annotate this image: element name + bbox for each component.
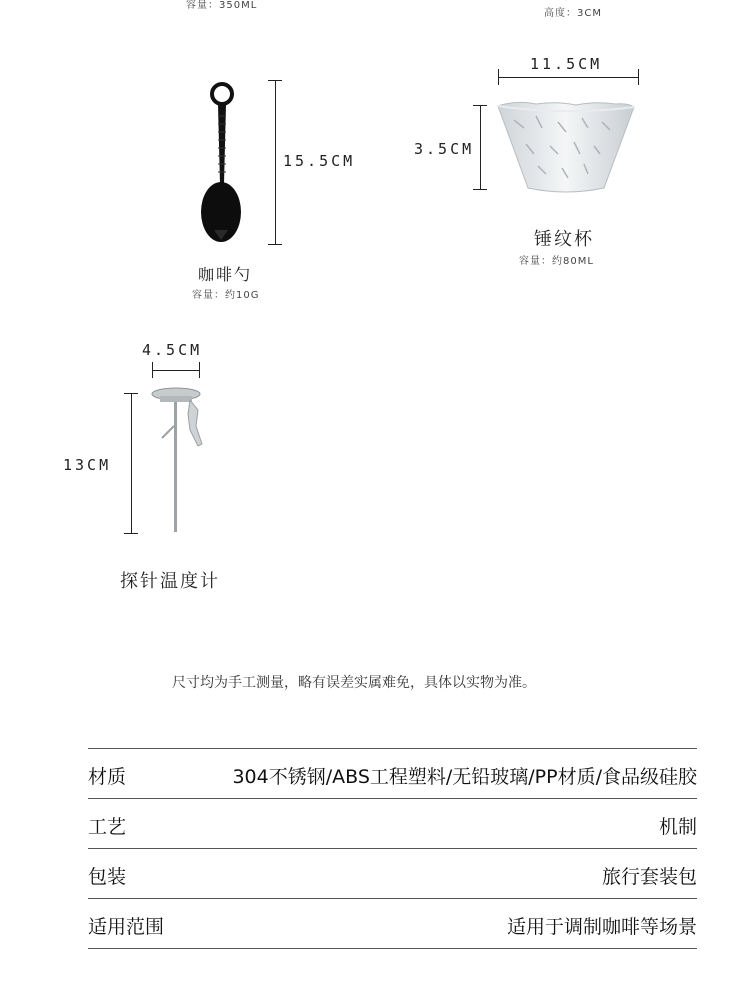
spoon-capacity: 容量：约10G: [192, 290, 260, 301]
spec-label: 材质: [88, 766, 127, 788]
spec-row-process: [88, 798, 697, 848]
spec-label: 工艺: [88, 816, 127, 838]
top-height-caption: 高度：3CM: [544, 8, 602, 19]
spec-label: 包装: [88, 866, 127, 888]
cup-width-dimension: 11.5CM: [530, 55, 603, 73]
top-capacity-caption: 容量：350ML: [186, 0, 258, 11]
measurement-note: 尺寸均为手工测量，略有误差实属难免，具体以实物为准。: [172, 675, 536, 691]
spec-label: 适用范围: [88, 916, 165, 938]
thermometer-width-dimension: 4.5CM: [142, 341, 203, 359]
spec-row-material: [88, 748, 697, 798]
probe-thermometer-image: [150, 386, 210, 536]
thermometer-name: 探针温度计: [120, 571, 220, 592]
spec-value: 适用于调制咖啡等场景: [506, 916, 697, 938]
spec-row-packaging: [88, 848, 697, 898]
coffee-spoon-image: [196, 80, 246, 250]
thermometer-height-dimension: 13CM: [63, 456, 112, 474]
cup-capacity: 容量：约80ML: [519, 256, 594, 267]
cup-name: 锤纹杯: [534, 229, 594, 250]
hammered-cup-image: [496, 100, 636, 196]
spoon-name: 咖啡勺: [198, 265, 253, 284]
spec-value: 机制: [658, 816, 697, 838]
spec-value: 304不锈钢/ABS工程塑料/无铅玻璃/PP材质/食品级硅胶: [232, 766, 697, 788]
spec-row-usage: [88, 898, 697, 949]
spoon-height-dimension: 15.5CM: [283, 152, 356, 170]
cup-height-dimension: 3.5CM: [414, 140, 475, 158]
spec-value: 旅行套装包: [601, 866, 697, 888]
